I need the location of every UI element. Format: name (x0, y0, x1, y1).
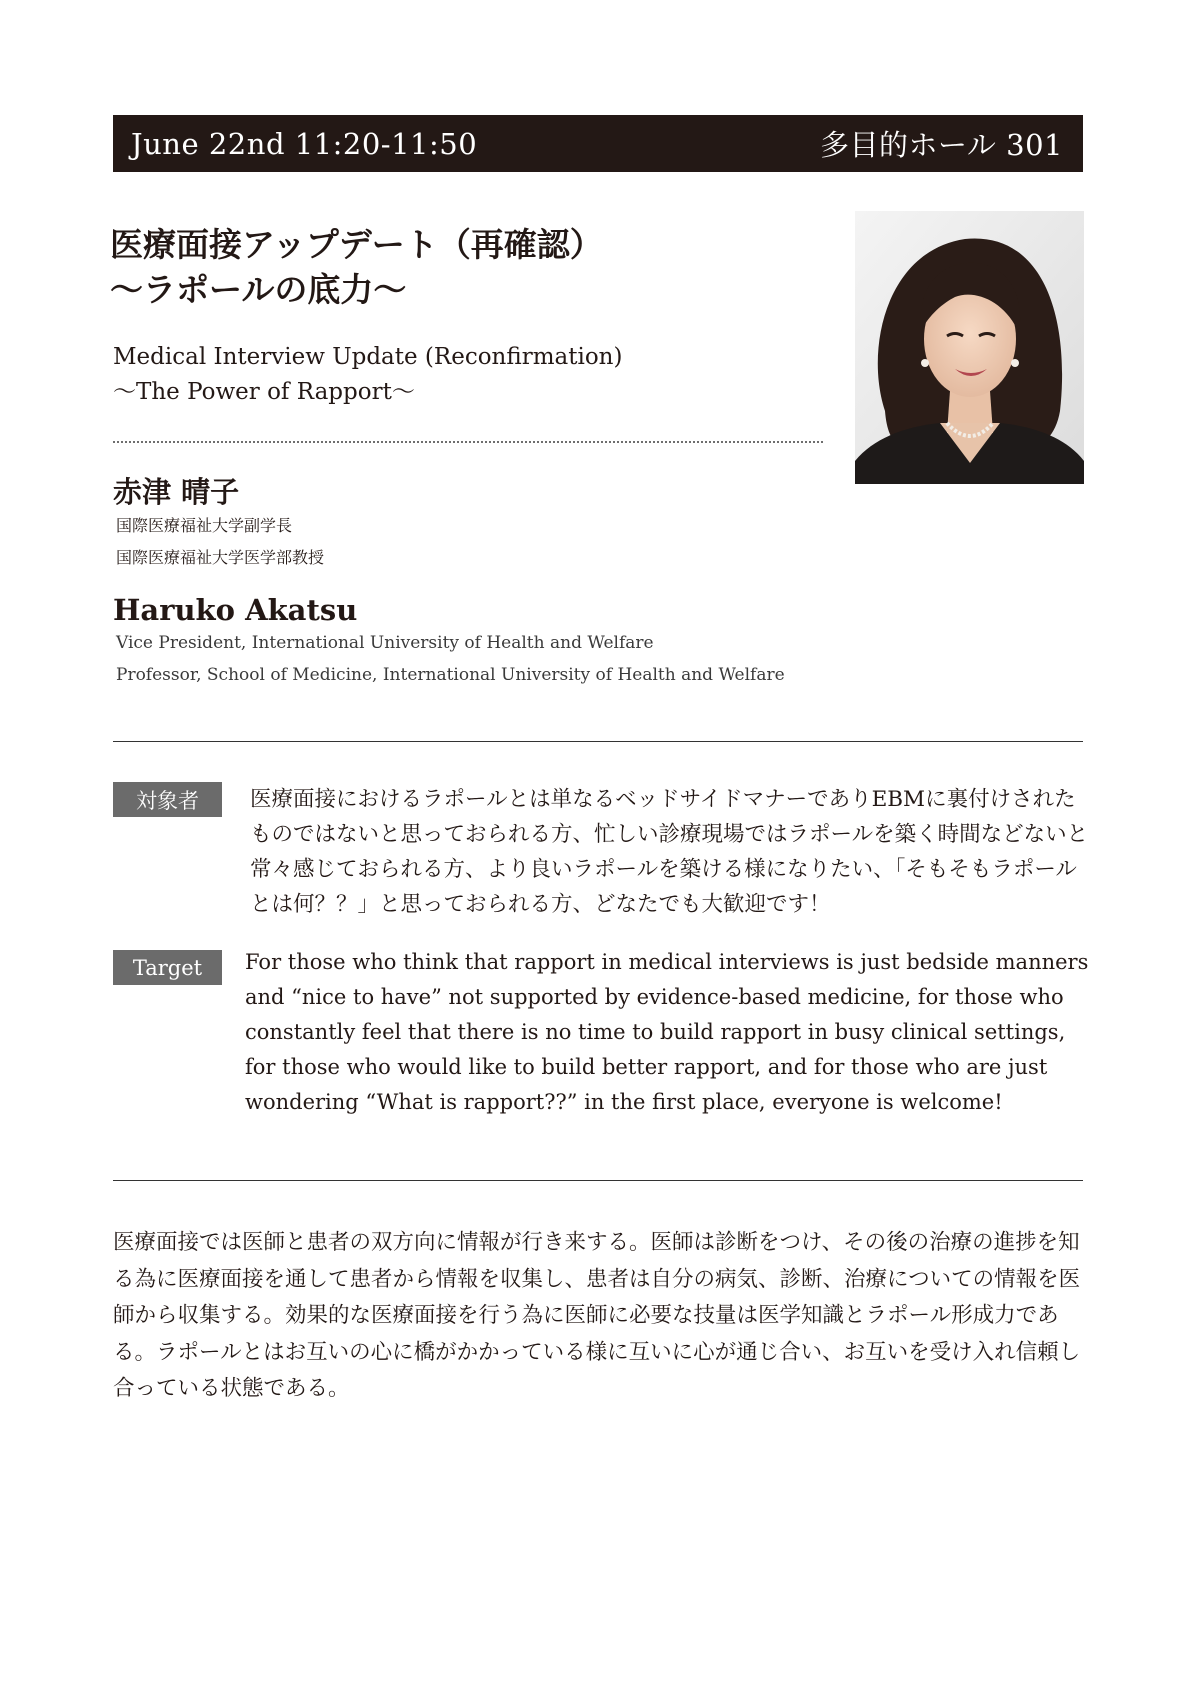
talk-title-jp-line2: 〜ラポールの底力〜 (110, 270, 407, 309)
speaker-affiliation-jp: 国際医療福祉大学副学長 (116, 516, 293, 535)
session-header-bar (113, 115, 1083, 172)
target-label-jp: 対象者 (113, 782, 222, 817)
session-datetime: June 22nd 11:20-11:50 (131, 126, 478, 161)
talk-title-en-line2: 〜The Power of Rapport〜 (113, 379, 415, 405)
abstract-text: 医療面接では医師と患者の双方向に情報が行き来する。医師は診断をつけ、その後の治療の進捗を知る為に医療面接を通して患者から情報を収集し、患者は自分の病気、診断、治療についての情報を医師から収集する。効果的な医療面接を行う為に医師に必要な技量は医学知識とラポール形成力である。ラポールとはお互いの心に橋がかかっている様に互いに心が通じ合い、お互いを受け入れ信頼し合っている状態である。 (113, 1230, 1081, 1401)
speaker-photo (855, 211, 1084, 484)
talk-title-jp-line1: 医療面接アップデート（再確認） (110, 225, 603, 264)
speaker-affiliation-jp: 国際医療福祉大学医学部教授 (116, 548, 325, 567)
target-description-jp: 医療面接におけるラポールとは単なるベッドサイドマナーでありEBMに裏付けされたものではないと思っておられる方、忙しい診療現場ではラポールを築く時間などないと常々感じておられる方、より良いラポールを築ける様になりたい、「そもそもラポールとは何？？」と思っておられる方、どなたでも大歓迎です！ (250, 787, 1089, 917)
talk-title-en-line1: Medical Interview Update (Reconfirmation) (113, 344, 623, 370)
speaker-affiliation-en: Professor, School of Medicine, International University of Health and Welfare (116, 665, 785, 685)
target-label-en: Target (113, 950, 222, 985)
section-divider (113, 741, 1083, 742)
section-divider (113, 1180, 1083, 1181)
talk-title-jp (110, 222, 603, 312)
target-description-en: For those who think that rapport in medical interviews is just bedside manners and “nice to have” not supported by evidence-based medicine, for those who constantly feel that there is no time to build rapport in busy clinical settings, for those who would like to build better rapport, and for those who are just wondering “What is rapport??” in the first place, everyone is welcome! (245, 950, 1089, 1114)
session-room: 多目的ホール 301 (820, 128, 1063, 162)
speaker-name-jp: 赤津 晴子 (113, 475, 240, 509)
speaker-affiliation-en: Vice President, International University of Health and Welfare (116, 633, 654, 653)
talk-title-en (113, 340, 622, 410)
speaker-name-en: Haruko Akatsu (113, 593, 358, 627)
dotted-divider (113, 441, 823, 443)
